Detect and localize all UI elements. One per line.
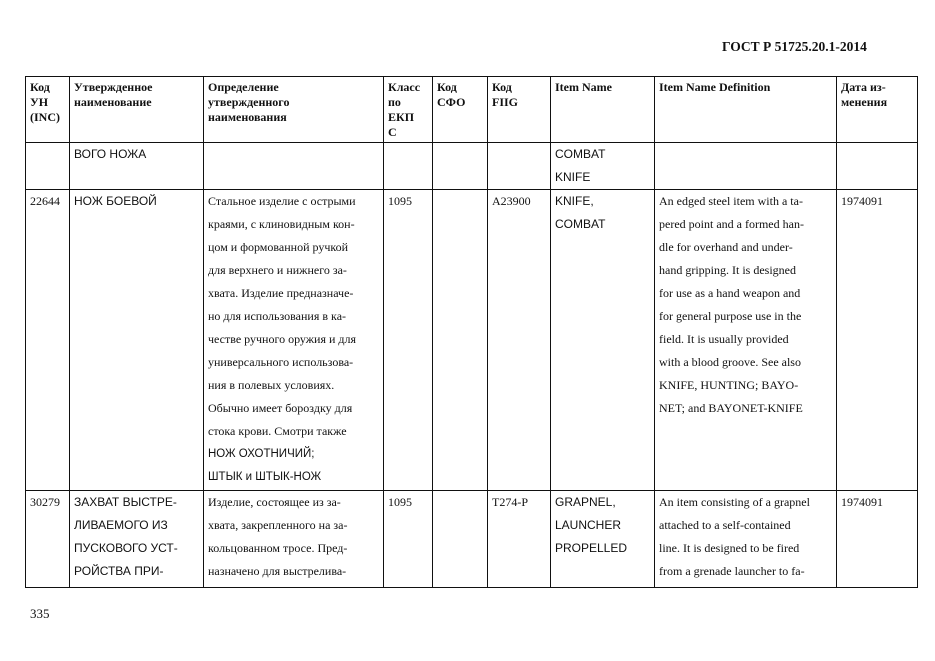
cell-item-name-definition (655, 143, 837, 190)
cell-change-date (837, 143, 918, 190)
cell-inc: 22644 (26, 190, 70, 491)
cell-fiig (488, 143, 551, 190)
cell-class: 1095 (384, 190, 433, 491)
table-row (26, 143, 918, 190)
table-header-row (26, 77, 918, 143)
cell-change-date: 1974091 (837, 190, 918, 491)
col-header-change-date: Дата из- менения (837, 77, 918, 143)
cell-fiig: T274-P (488, 491, 551, 588)
cell-definition: Стальное изделие с острыми краями, с клиновидным кон- цом и формованной ручкой для верхнего и нижнего за- хвата. Изделие предназначе- но для использования в ка- честве ручного оружия и для универсального использова- ния в полевых условиях. Обычно имеет бороздку для стока крови. Смотри также НОЖ ОХОТНИЧИЙ; ШТЫК и ШТЫК-НОЖ (204, 190, 384, 491)
cell-approved-name: ЗАХВАТ ВЫСТРЕ- ЛИВАЕМОГО ИЗ ПУСКОВОГО УСТ- РОЙСТВА ПРИ- (70, 491, 204, 588)
cell-class (384, 143, 433, 190)
cell-approved-name: ВОГО НОЖА (70, 143, 204, 190)
cell-item-name: KNIFE, COMBAT (551, 190, 655, 491)
document-header: ГОСТ Р 51725.20.1-2014 (722, 39, 867, 54)
col-header-definition: Определение утвержденного наименования (204, 77, 384, 143)
nomenclature-table (25, 76, 918, 588)
col-header-item-name: Item Name (551, 77, 655, 143)
cell-sfo (433, 143, 488, 190)
cell-approved-name: НОЖ БОЕВОЙ (70, 190, 204, 491)
cell-change-date: 1974091 (837, 491, 918, 588)
cell-inc: 30279 (26, 491, 70, 588)
cell-sfo (433, 491, 488, 588)
col-header-sfo: Код СФО (433, 77, 488, 143)
col-header-item-name-definition: Item Name Definition (655, 77, 837, 143)
page-number: 335 (30, 606, 50, 621)
col-header-fiig: Код FIIG (488, 77, 551, 143)
col-header-class: Класс по ЕКП С (384, 77, 433, 143)
col-header-approved-name: Утвержденное наименование (70, 77, 204, 143)
cell-item-name-definition: An item consisting of a grapnel attached to a self-contained line. It is designed to be fired from a grenade launcher to fa- (655, 491, 837, 588)
cell-item-name-definition: An edged steel item with a ta- pered point and a formed han- dle for overhand and under- hand gripping. It is designed for use as a hand weapon and for general purpose use in the field. It is usually provided with a blood groove. See also KNIFE, HUNTING; BAYO- NET; and BAYONET-KNIFE (655, 190, 837, 491)
cell-sfo (433, 190, 488, 491)
cell-class: 1095 (384, 491, 433, 588)
cell-definition: Изделие, состоящее из за- хвата, закрепленного на за- кольцованном тросе. Пред- назначено для выстрелива- (204, 491, 384, 588)
cell-item-name: COMBAT KNIFE (551, 143, 655, 190)
cell-inc (26, 143, 70, 190)
col-header-inc: Код УН (INC) (26, 77, 70, 143)
cell-fiig: A23900 (488, 190, 551, 491)
cell-definition (204, 143, 384, 190)
table-row (26, 190, 918, 491)
table-row (26, 491, 918, 588)
cell-item-name: GRAPNEL, LAUNCHER PROPELLED (551, 491, 655, 588)
